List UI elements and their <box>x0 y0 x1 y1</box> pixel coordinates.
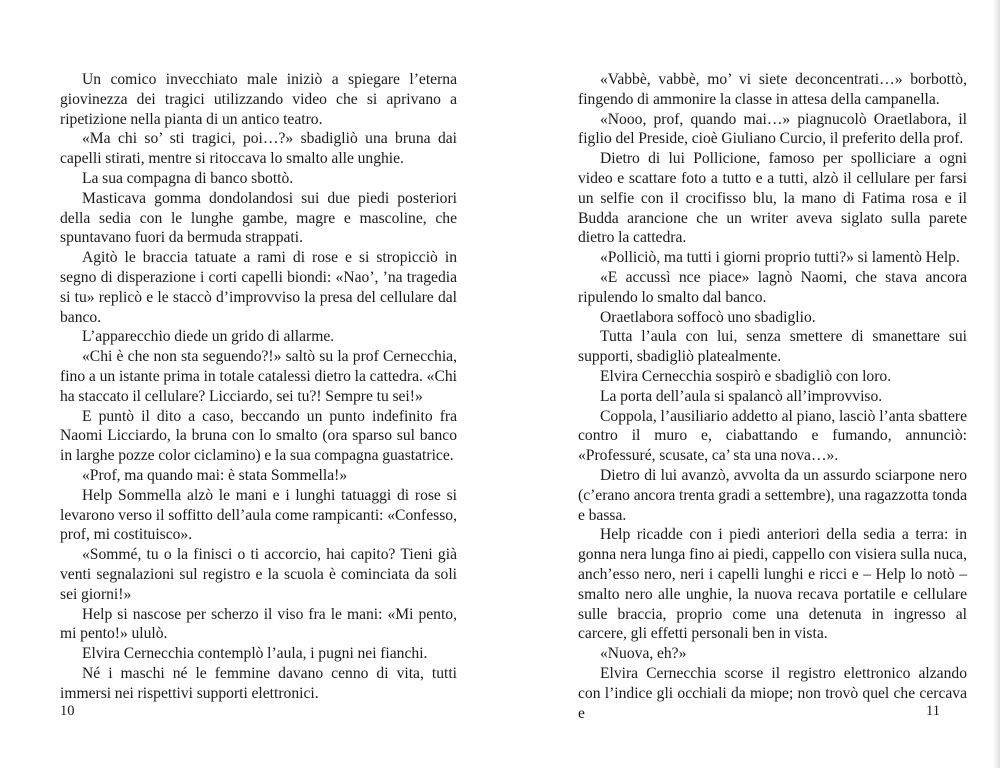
paragraph: Coppola, l’ausiliario addetto al piano, lasciò l’anta sbattere contro il muro e, ciabattando e fumando, annunciò: «Professuré, scusate, ca’ sta una nova…». <box>578 407 967 465</box>
paragraph: Help Sommella alzò le mani e i lunghi tatuaggi di rose si levarono verso il soffitto dell’aula come rampicanti: «Confesso, prof, mi costituisco». <box>60 486 457 544</box>
page-right-text <box>578 70 967 723</box>
paragraph: Oraetlabora soffocò uno sbadiglio. <box>600 308 816 326</box>
paragraph: «Nooo, prof, quando mai…» piagnucolò Oraetlabora, il figlio del Preside, cioè Giuliano Curcio, il preferito della prof. <box>578 110 967 148</box>
page-number-right: 11 <box>926 703 940 719</box>
paragraph: Help ricadde con i piedi anteriori della sedia a terra: in gonna nera lunga fino ai piedi, cappello con visiera sulla nuca, anch’esso nero, neri i capelli lunghi e ricci e – Help lo notò – smalto nero alle unghie, la nuova recava portatile e cellulare sulle braccia, proprio come una detenuta in ingresso al carcere, gli effetti personali ben in vista. <box>578 526 967 643</box>
paragraph: Help si nascose per scherzo il viso fra le mani: «Mi pento, mi pento!» ululò. <box>60 605 457 643</box>
paragraph: «Vabbè, vabbè, mo’ vi siete deconcentrati…» borbottò, fingendo di ammonire la classe in attesa della campanella. <box>578 71 967 108</box>
page-edge-shadow <box>993 0 1000 768</box>
paragraph: «Chi è che non sta seguendo?!» saltò su la prof Cernecchia, fino a un istante prima in totale catalessi dietro la cattedra. «Chi ha staccato il cellulare? Licciardo, sei tu?! Sempre tu sei!» <box>60 348 457 405</box>
paragraph: Masticava gomma dondolandosi sui due piedi posteriori della sedia con le lunghe gambe, magre e mascoline, che spuntavano fuori da bermuda strappati. <box>60 189 457 247</box>
paragraph: Un comico invecchiato male iniziò a spiegare l’eterna giovinezza dei tragici utilizzando video che si aprivano a ripetizione nella pianta di un antico teatro. <box>60 71 457 128</box>
page-number-left: 10 <box>60 703 75 719</box>
paragraph: Tutta l’aula con lui, senza smettere di smanettare sui supporti, sbadigliò platealmente. <box>578 328 967 366</box>
paragraph: La porta dell’aula si spalancò all’improvviso. <box>600 387 883 405</box>
page-left-text <box>60 70 457 704</box>
paragraph: Elvira Cernecchia sospirò e sbadigliò con loro. <box>600 367 892 385</box>
paragraph: «Prof, ma quando mai: è stata Sommella!» <box>82 466 348 484</box>
paragraph: «Nuova, eh?» <box>600 645 687 663</box>
paragraph: Elvira Cernecchia contemplò l’aula, i pugni nei fianchi. <box>82 645 428 663</box>
paragraph: «Sommé, tu o la finisci o ti accorcio, hai capito? Tieni già venti segnalazioni sul registro e la scuola è cominciata da soli sei giorni!» <box>60 546 457 603</box>
paragraph: Dietro di lui Pollicione, famoso per spolliciare a ogni video e scattare foto a tutto e a tutti, alzò il cellulare per farsi un selfie con il crocifisso blu, la mano di Fatima rosa e il Budda arancione che un writer aveva siglato sulla parete dietro la cattedra. <box>578 150 967 247</box>
paragraph: E puntò il dito a caso, beccando un punto indefinito fra Naomi Licciardo, la bruna con lo smalto (ora sparso sul banco in larghe pozze color ciclamino) e la sua compagna guastatrice. <box>60 407 457 465</box>
paragraph: La sua compagna di banco sbottò. <box>82 169 294 187</box>
paragraph: Agitò le braccia tatuate a rami di rose e si stropicciò in segno di disperazione i corti capelli biondi: «Nao’, ’na tragedia si tu» replicò e le staccò d’improvviso la presa del cellulare dal banco. <box>60 249 457 326</box>
paragraph: Dietro di lui avanzò, avvolta da un assurdo sciarpone nero (c’erano ancora trenta gradi a settembre), una ragazzotta tonda e bassa. <box>578 466 967 524</box>
paragraph: Né i maschi né le femmine davano cenno di vita, tutti immersi nei rispettivi supporti elettronici. <box>60 664 457 702</box>
paragraph: «Ma chi so’ sti tragici, poi…?» sbadigliò una bruna dai capelli stirati, mentre si ritoccava lo smalto alle unghie. <box>60 130 457 168</box>
paragraph: L’apparecchio diede un grido di allarme. <box>82 328 335 346</box>
paragraph: «Polliciò, ma tutti i giorni proprio tutti?» si lamentò Help. <box>600 249 960 267</box>
paragraph: «E accussì nce piace» lagnò Naomi, che stava ancora ripulendo lo smalto dal banco. <box>578 268 967 306</box>
paragraph: Elvira Cernecchia scorse il registro elettronico alzando con l’indice gli occhiali da miope; non trovò quel che cercava e <box>578 664 967 722</box>
